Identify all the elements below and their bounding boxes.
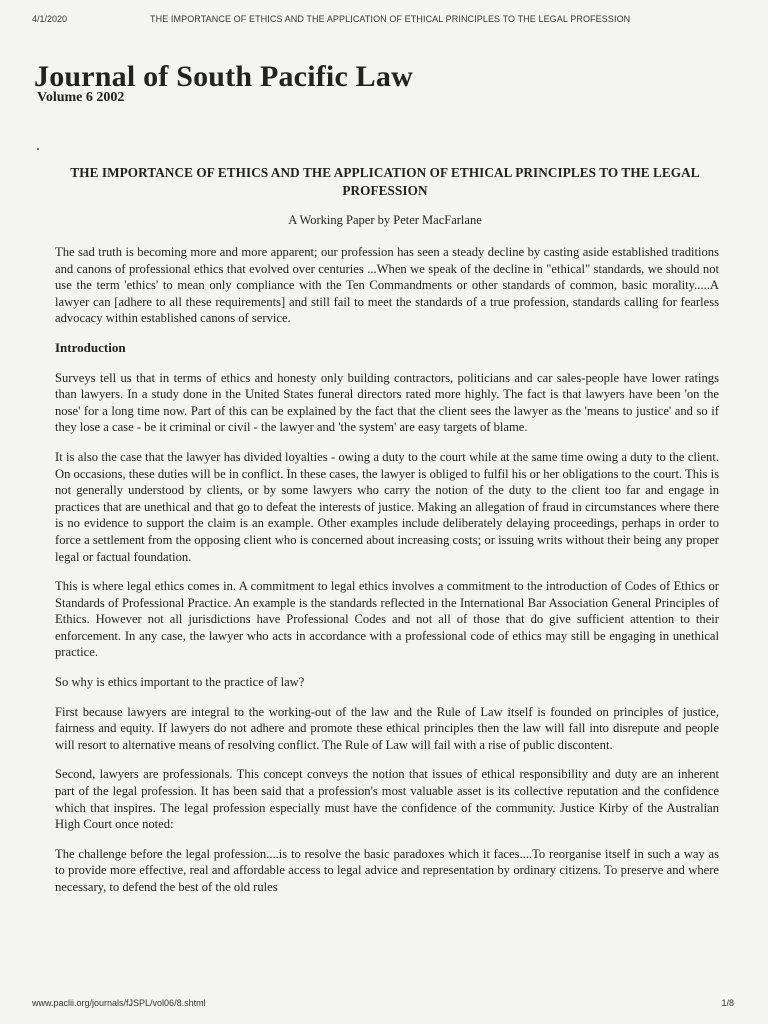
journal-volume: Volume 6 2002 xyxy=(37,90,125,105)
journal-title: Journal of South Pacific Law xyxy=(34,60,413,93)
epigraph-paragraph: The sad truth is becoming more and more apparent; our profession has seen a steady decline by casting aside established traditions and canons of professional ethics that evolved over centuries ...When we speak of the decline in "ethical" standards, we should not use the term 'ethics' to mean only compliance with the Ten Commandments or other standards of common, basic morality.....A lawyer can [adhere to all these requirements] and still fail to meet the standards of a true profession, standards calling for fearless advocacy within established canons of service. xyxy=(55,245,719,326)
body-paragraph: First because lawyers are integral to the working-out of the law and the Rule of Law itself is founded on principles of justice, fairness and equity. If lawyers do not adhere and promote these ethical principles then the law will fall into disrepute and people will resort to alternative means of resolving conflict. The Rule of Law will fail with a rise of public discontent. xyxy=(55,704,719,752)
article-body xyxy=(55,244,719,909)
article-byline: A Working Paper by Peter MacFarlane xyxy=(288,213,482,227)
section-heading-introduction: Introduction xyxy=(55,339,126,355)
body-paragraph: Second, lawyers are professionals. This concept conveys the notion that issues of ethical responsibility and duty are an inherent part of the legal profession. It has been said that a profession's most valuable asset is its collective reputation and the confidence which that inspires. The legal profession especially must have the confidence of the community. Justice Kirby of the Australian High Court once noted: xyxy=(55,767,719,832)
body-paragraph: It is also the case that the lawyer has divided loyalties - owing a duty to the court while at the same time owing a duty to the client. On occasions, these duties will be in conflict. In these cases, the lawyer is obliged to fulfil his or her obligations to the court. This is not generally understood by clients, or by some lawyers who carry the notion of the duty to the client too far and engage in practices that are unethical and that go to defeat the interests of justice. Making an allegation of fraud in circumstances where there is no evidence to support the claim is an example. Other examples include deliberately delaying proceedings, perhaps in order to force a settlement from the opposing client who is concerned about increasing costs; or issuing writs without their being any proper legal or factual foundation. xyxy=(55,449,719,564)
page-number: 1/8 xyxy=(721,998,734,1008)
body-paragraph: Surveys tell us that in terms of ethics and honesty only building contractors, politicians and car sales-people have lower ratings than lawyers. In a study done in the United States funeral directors rated more highly. The fact is that lawyers have been 'on the nose' for a long time now. Part of this can be explained by the fact that the client sees the lawyer as the 'means to justice' and so if they lose a case - be it criminal or civil - the lawyer and 'the system' are easy targets of blame. xyxy=(55,370,719,435)
article-title: THE IMPORTANCE OF ETHICS AND THE APPLICATION OF ETHICAL PRINCIPLES TO THE LEGAL PROFESSION xyxy=(70,165,700,198)
footer-url: www.paclii.org/journals/fJSPL/vol06/8.shtml xyxy=(32,998,206,1008)
print-date: 4/1/2020 xyxy=(32,14,68,24)
body-paragraph: This is where legal ethics comes in. A commitment to legal ethics involves a commitment to the introduction of Codes of Ethics or Standards of Professional Practice. An example is the standards reflected in the International Bar Association General Principles of Ethics. However not all jurisdictions have Professional Codes and not all of those that do give sufficient attention to their enforcement. In any case, the lawyer who acts in accordance with a professional code of ethics may still be engaging in unethical practice. xyxy=(55,579,719,660)
running-header-title: THE IMPORTANCE OF ETHICS AND THE APPLICATION OF ETHICAL PRINCIPLES TO THE LEGAL PROFESSION xyxy=(150,14,631,24)
body-question: So why is ethics important to the practice of law? xyxy=(55,675,305,690)
quotation-paragraph: The challenge before the legal profession....is to resolve the basic paradoxes which it faces....To reorganise itself in such a way as to provide more effective, real and affordable access to legal advice and representation by ordinary citizens. To preserve and where necessary, to defend the best of the old rules xyxy=(55,846,719,894)
scan-speck xyxy=(37,148,39,150)
